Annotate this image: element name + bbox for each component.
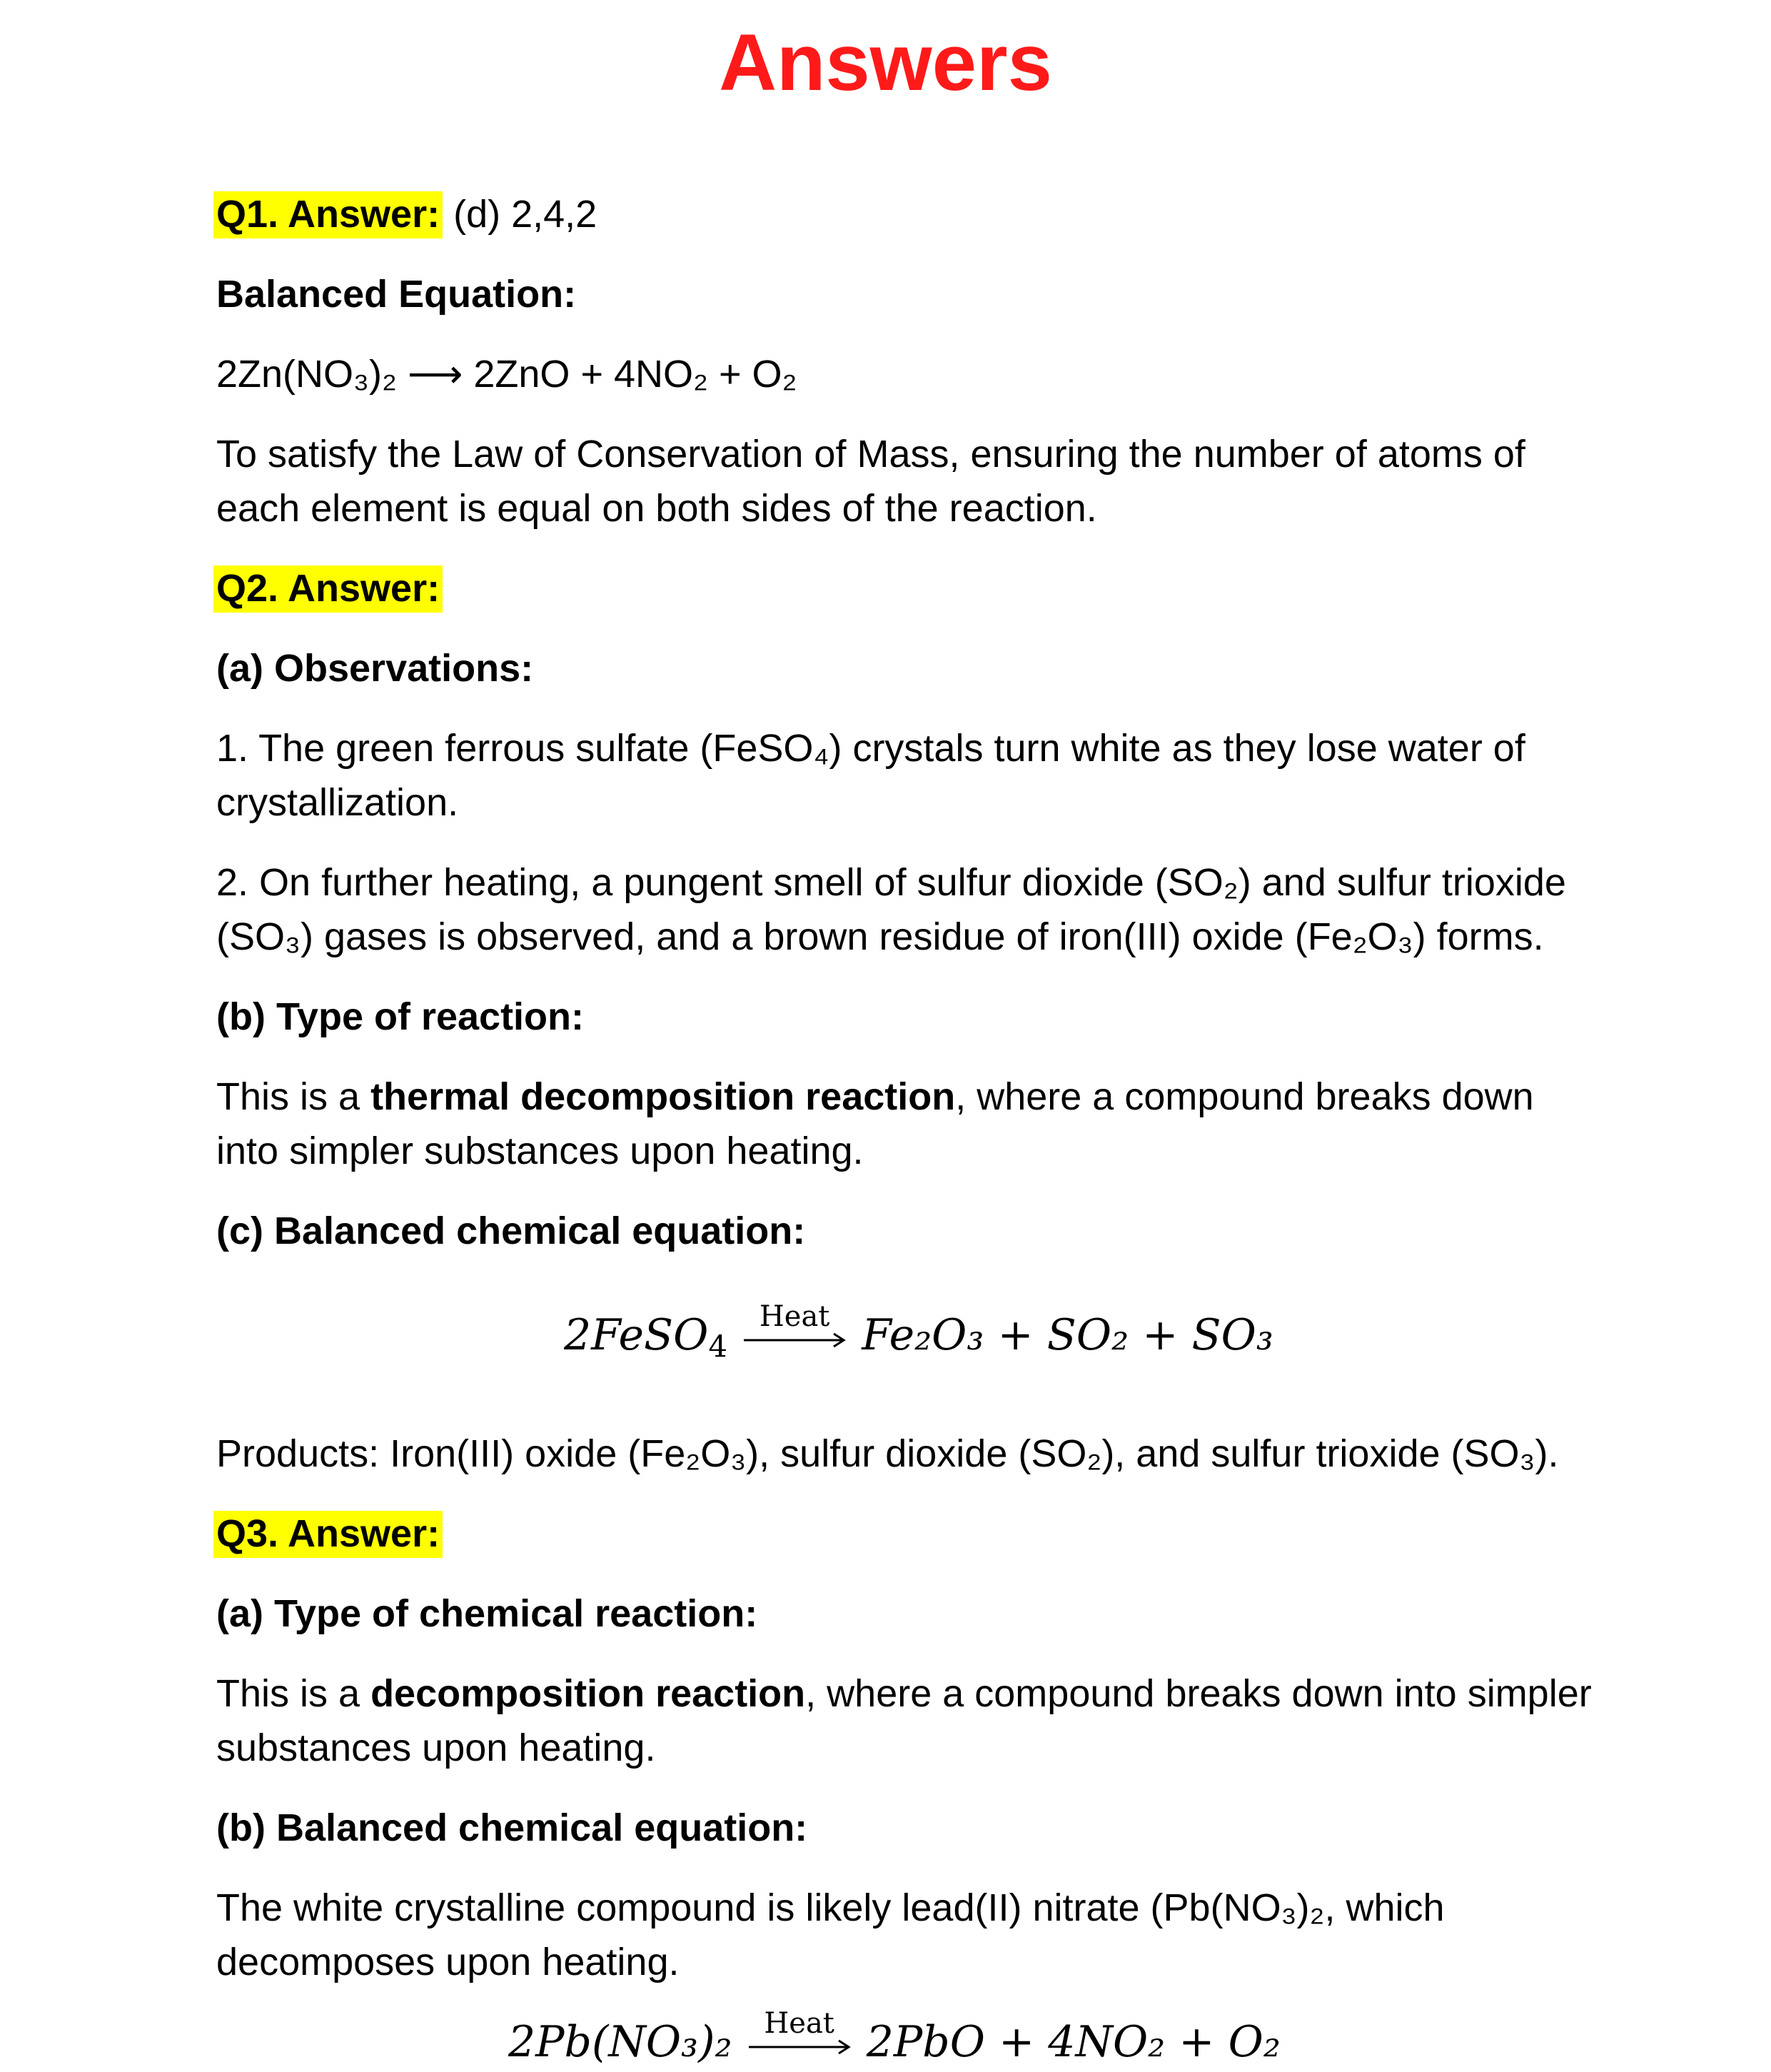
- q3-a-text-prefix: This is a: [216, 1672, 371, 1715]
- q2-b-text-prefix: This is a: [216, 1075, 371, 1118]
- q1-balanced-label: Balanced Equation:: [216, 273, 577, 316]
- q1-explanation-line1: To satisfy the Law of Conservation of Mass, ensuring the number of atoms of: [216, 433, 1525, 476]
- q3-b-text-line2: decomposes upon heating.: [216, 1941, 680, 1983]
- q2-eq-right: Fe₂O₃ + SO₂ + SO₃: [862, 1310, 1273, 1360]
- q2-c-label: (c) Balanced chemical equation:: [216, 1209, 806, 1252]
- q2-obs2-line2: (SO₃) gases is observed, and a brown residue of iron(III) oxide (Fe₂O₃) forms.: [216, 915, 1544, 958]
- q2-b-text-bold: thermal decomposition reaction: [370, 1075, 956, 1118]
- q2-math-equation: [564, 1300, 1273, 1364]
- q3-b-text-line1: The white crystalline compound is likely lead(II) nitrate (Pb(NO₃)₂, which: [216, 1886, 1445, 1929]
- q3-eq-arrow-label: Heat: [764, 2007, 834, 2041]
- page-title: Answers: [719, 18, 1052, 107]
- q1-answer-line: [216, 187, 597, 241]
- q3-math-equation: [508, 2007, 1281, 2071]
- q3-a-text-bold: decomposition reaction: [370, 1672, 806, 1715]
- right-arrow-icon: [746, 2036, 853, 2058]
- q2-heading: Q2. Answer:: [213, 565, 443, 613]
- q2-obs1-line2: crystallization.: [216, 781, 459, 824]
- q2-eq-left-text: 2FeSO: [564, 1310, 709, 1360]
- q2-eq-left: [564, 1310, 728, 1364]
- q1-heading: Q1. Answer:: [213, 191, 443, 238]
- q2-eq-arrow: [741, 1300, 848, 1359]
- q2-products: Products: Iron(III) oxide (Fe₂O₃), sulfur dioxide (SO₂), and sulfur trioxide (SO₃).: [216, 1432, 1559, 1475]
- q2-eq-arrow-label: Heat: [759, 1300, 830, 1334]
- q3-a-text-line2: substances upon heating.: [216, 1726, 656, 1769]
- q1-explanation-line2: each element is equal on both sides of the reaction.: [216, 487, 1097, 530]
- q3-a-text-suffix: , where a compound breaks down into simpler: [805, 1672, 1592, 1715]
- q2-b-text-line1: [216, 1070, 1534, 1124]
- q2-heading-line: [216, 561, 443, 615]
- q3-heading: Q3. Answer:: [213, 1511, 443, 1558]
- q1-equation: 2Zn(NO₃)₂ ⟶ 2ZnO + 4NO₂ + O₂: [216, 353, 797, 396]
- q2-b-text-suffix: , where a compound breaks down: [955, 1075, 1534, 1118]
- q3-heading-line: [216, 1507, 443, 1561]
- q3-eq-right: 2PbO + 4NO₂ + O₂: [866, 2017, 1281, 2067]
- q3-eq-arrow: [746, 2007, 853, 2066]
- q3-a-label: (a) Type of chemical reaction:: [216, 1592, 758, 1635]
- q3-b-label: (b) Balanced chemical equation:: [216, 1806, 808, 1849]
- q2-obs1-line1: 1. The green ferrous sulfate (FeSO₄) crystals turn white as they lose water of: [216, 727, 1525, 770]
- q2-b-label: (b) Type of reaction:: [216, 995, 585, 1038]
- q2-a-label: (a) Observations:: [216, 647, 534, 690]
- right-arrow-icon: [741, 1329, 848, 1351]
- q3-a-text-line1: [216, 1666, 1592, 1721]
- q3-eq-left: 2Pb(NO₃)₂: [508, 2017, 732, 2067]
- q2-eq-left-sub: 4: [708, 1329, 728, 1364]
- q2-obs2-line1: 2. On further heating, a pungent smell of sulfur dioxide (SO₂) and sulfur trioxide: [216, 861, 1566, 904]
- q1-answer: (d) 2,4,2: [443, 193, 597, 236]
- q2-b-text-line2: into simpler substances upon heating.: [216, 1130, 864, 1172]
